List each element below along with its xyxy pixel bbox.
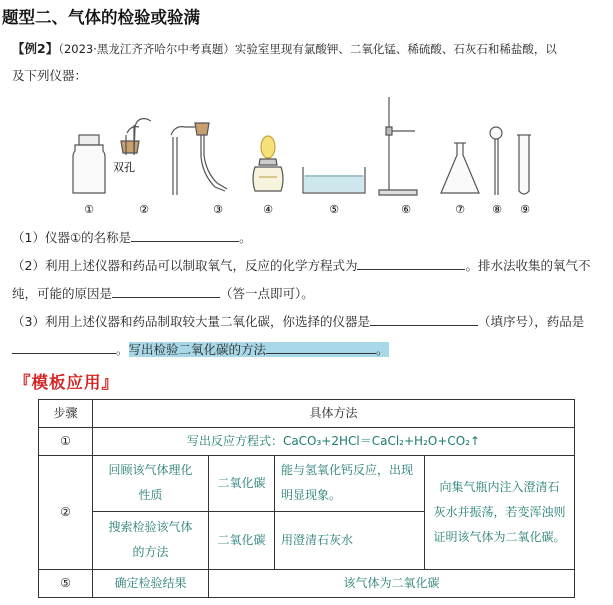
test-tube-drawing (517, 135, 531, 194)
q1-text: （1）仪器①的名称是 (12, 230, 132, 245)
row2a-property (275, 456, 425, 511)
q3-text-b: （填序号），药品是 (477, 314, 585, 329)
row1-step: ① (39, 428, 93, 456)
q2-text-d: （答一点即可）。 (220, 286, 314, 301)
conical-flask-drawing (441, 143, 479, 193)
q3-text-d: 写出检验二氧化碳的方法 (128, 342, 267, 357)
answer-blank-q3-apparatus[interactable] (370, 312, 478, 326)
apparatus-label-4: ④ (263, 203, 273, 216)
answer-blank-q3-method[interactable] (266, 340, 376, 354)
example-intro: （2023·黑龙江齐齐哈尔中考真题）实验室里现有氯酸钾、二氧化锰、稀硫酸、石灰石和稀盐酸，以 (58, 42, 557, 56)
row2a-gas: 二氧化碳 (209, 456, 275, 511)
iron-stand-drawing (379, 97, 417, 195)
table-header-row (39, 400, 575, 428)
apparatus-label-9: ⑨ (520, 203, 530, 216)
apparatus-figure (55, 95, 565, 220)
row2a-label-line-2: 性质 (138, 488, 163, 503)
row2b-label (93, 511, 209, 569)
apparatus-label-6: ⑥ (401, 203, 411, 216)
example-tag: 【例2】 (12, 41, 59, 56)
row2a-label (93, 456, 209, 511)
apparatus-label-2: ② (139, 203, 149, 216)
water-trough-drawing (303, 167, 365, 193)
question-2-line-1 (12, 256, 590, 274)
row2b-label-line-2: 的方法 (132, 545, 169, 560)
row2-step: ② (39, 456, 93, 570)
table-row (39, 428, 575, 456)
row2a-property-line-2: 明显现象。 (281, 488, 342, 503)
q2-text-c: 纯，可能的原因是 (12, 286, 113, 301)
question-3-line-2 (12, 340, 389, 358)
row3-result: 该气体为二氧化碳 (209, 569, 575, 597)
question-2-line-2 (12, 284, 314, 302)
table-row (39, 456, 575, 511)
apparatus-label-1: ① (84, 203, 94, 216)
row2-operation (425, 456, 575, 570)
example-line-1 (12, 39, 557, 57)
header-step: 步骤 (39, 400, 93, 428)
alcohol-lamp-drawing (253, 136, 283, 191)
apparatus-label-8: ⑧ (492, 203, 502, 216)
row2b-gas: 二氧化碳 (209, 511, 275, 569)
row2b-label-line-1: 搜索检验该气体 (108, 520, 193, 535)
apparatus-label-7: ⑦ (455, 203, 465, 216)
q1-end: 。 (239, 230, 252, 245)
long-neck-funnel-drawing (490, 127, 502, 195)
answer-blank-q3-reagent[interactable] (12, 340, 116, 354)
page-title: 题型二、气体的检验或验满 (2, 8, 200, 27)
table-row (39, 569, 575, 597)
row3-step: ⑤ (39, 569, 93, 597)
q3-text-c: 。 (116, 342, 129, 357)
row2-operation-line-2: 灰水并振荡，若变浑浊则 (433, 505, 566, 520)
answer-blank-q2-reason[interactable] (112, 284, 220, 298)
stopper-bent-tube-drawing (171, 123, 227, 195)
example-line-2: 及下列仪器： (12, 68, 88, 83)
apparatus-label-5: ⑤ (329, 203, 339, 216)
row2-operation-line-3: 证明该气体为二氧化碳。 (433, 530, 566, 545)
row3-label: 确定检验结果 (93, 569, 209, 597)
q3-text-e: 。 (376, 342, 389, 357)
answer-blank-q1[interactable] (131, 228, 239, 242)
q3-text: （3）利用上述仪器和药品制取较大量二氧化碳，你选择的仪器是 (12, 314, 370, 329)
row2a-property-line-1: 能与氢氧化钙反应，出现 (281, 463, 414, 478)
header-method: 具体方法 (93, 400, 575, 428)
q2-text: （2）利用上述仪器和药品可以制取氧气，反应的化学方程式为 (12, 258, 358, 273)
question-1 (12, 228, 252, 246)
q2-text-b: 。排水法收集的氧气不 (465, 258, 591, 273)
answer-blank-q2-equation[interactable] (357, 256, 465, 270)
row2-operation-line-1: 向集气瓶内注入澄清石 (439, 480, 560, 495)
highlighted-prompt (129, 342, 389, 357)
row1-equation: 写出反应方程式：CaCO₃+2HCl＝CaCl₂+H₂O+CO₂↑ (93, 428, 575, 456)
wide-mouth-bottle-drawing (73, 135, 105, 193)
row2a-label-line-1: 回顾该气体理化 (108, 463, 193, 478)
label-shuangkong: 双孔 (113, 161, 135, 174)
apparatus-label-3: ③ (213, 203, 223, 216)
row2b-method: 用澄清石灰水 (275, 511, 425, 569)
template-title: 『模板应用』 (14, 373, 119, 392)
method-table (38, 399, 575, 598)
question-3-line-1 (12, 312, 584, 330)
two-hole-stopper-drawing (121, 119, 151, 155)
